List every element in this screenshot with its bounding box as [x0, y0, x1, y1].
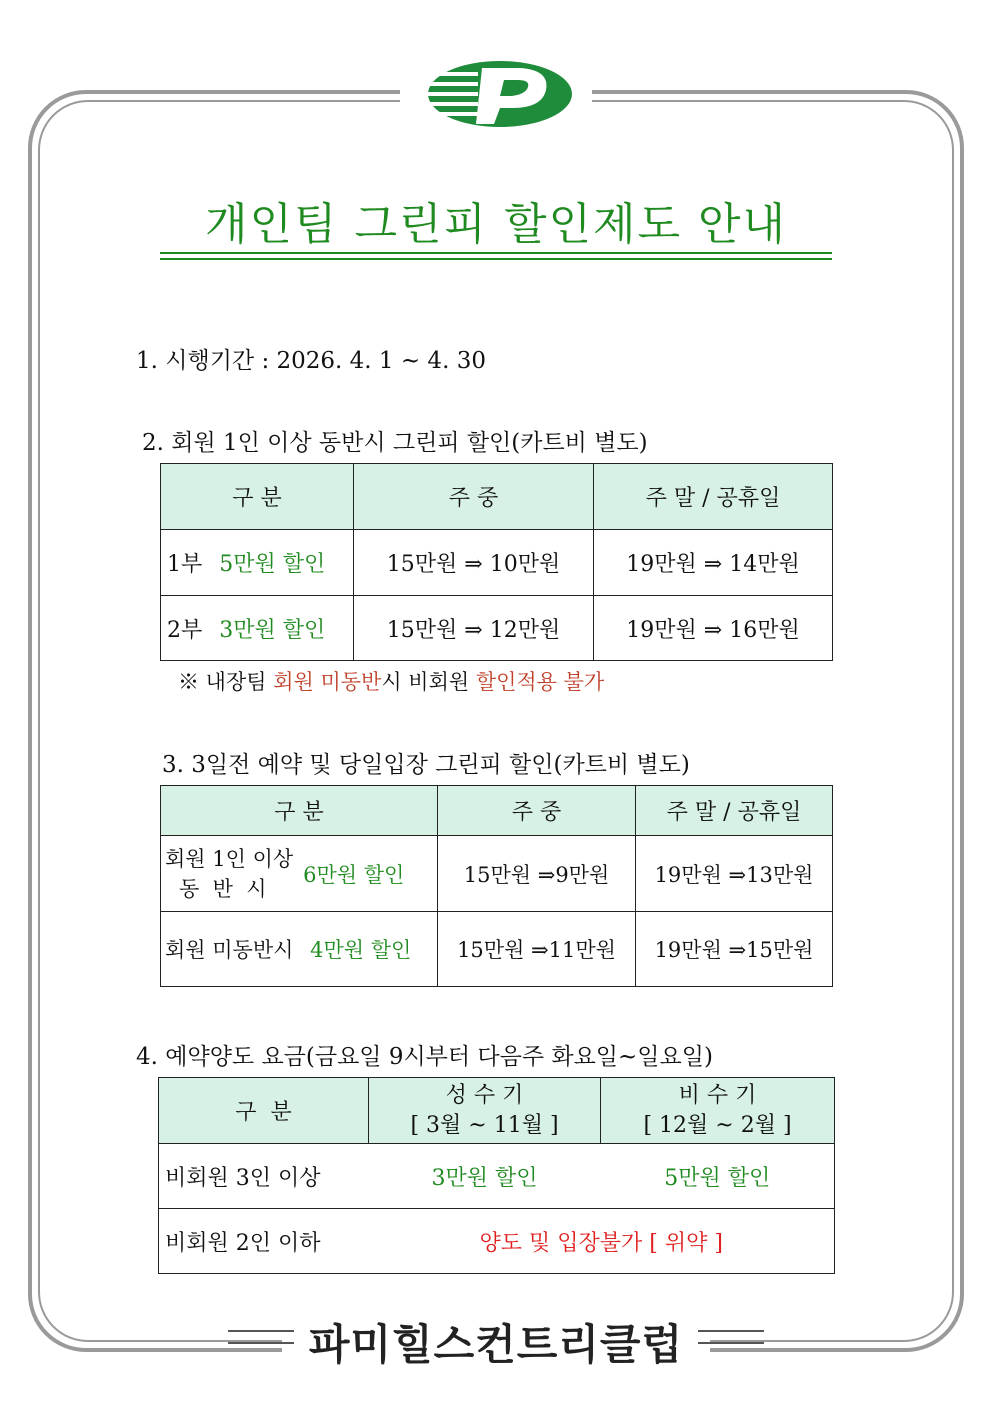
offpeak-range: [ 12월 ~ 2월 ]	[643, 1112, 792, 1138]
section2-heading: 2. 회원 1인 이상 동반시 그린피 할인(카트비 별도)	[142, 430, 648, 456]
header-weekday: 주 중	[438, 786, 636, 836]
header-weekday: 주 중	[354, 464, 594, 530]
footer-divider-right	[698, 1330, 764, 1344]
part-label: 2부	[167, 617, 203, 643]
table-row	[161, 530, 833, 596]
not-allowed-notice: 양도 및 입장불가 [ 위약 ]	[369, 1209, 835, 1274]
row-label	[161, 530, 354, 596]
row-label	[161, 836, 438, 912]
section3-table	[160, 785, 833, 987]
table-row	[161, 836, 833, 912]
row-label: 비회원 2인 이하	[159, 1209, 369, 1274]
table-header-row	[161, 786, 833, 836]
header-category: 구 분	[161, 786, 438, 836]
section4-table	[158, 1077, 835, 1274]
title-underline	[160, 252, 832, 260]
section1-heading: 1. 시행기간 : 2026. 4. 1 ~ 4. 30	[136, 348, 486, 374]
weekend-price: 19만원 ⇒15만원	[636, 912, 833, 987]
peak-discount: 3만원 할인	[369, 1144, 601, 1209]
table-header-row	[159, 1078, 835, 1144]
header-weekend: 주 말 / 공휴일	[636, 786, 833, 836]
note-middle: 시 비회원	[381, 670, 476, 694]
row-label	[161, 912, 438, 987]
label-line-2: 동 반 시	[179, 876, 267, 901]
header-category: 구 분	[161, 464, 354, 530]
row-label: 비회원 3인 이상	[159, 1144, 369, 1209]
weekday-price: 15만원 ⇒9만원	[438, 836, 636, 912]
row-label	[161, 596, 354, 661]
part-label: 1부	[167, 552, 203, 577]
discount-value: 4만원 할인	[310, 938, 412, 962]
offpeak-discount: 5만원 할인	[601, 1144, 835, 1209]
table-header-row	[161, 464, 833, 530]
table-row	[159, 1209, 835, 1274]
section2-table	[160, 463, 833, 661]
table-row	[159, 1144, 835, 1209]
page-title: 개인팀 그린피 할인제도 안내	[204, 199, 787, 250]
section3-heading: 3. 3일전 예약 및 당일입장 그린피 할인(카트비 별도)	[162, 752, 690, 778]
footer-divider-left	[228, 1330, 294, 1344]
section2-note	[178, 666, 604, 696]
golf-club-p-logo-icon	[420, 58, 580, 130]
header-offpeak	[601, 1078, 835, 1144]
weekday-price: 15만원 ⇒ 10만원	[354, 530, 594, 596]
peak-title: 성 수 기	[445, 1082, 524, 1108]
weekday-price: 15만원 ⇒11만원	[438, 912, 636, 987]
weekend-price: 19만원 ⇒ 14만원	[594, 530, 833, 596]
note-highlight-2: 할인적용 불가	[475, 670, 605, 694]
note-prefix: ※ 내장팀	[178, 670, 274, 694]
table-row	[161, 596, 833, 661]
label-line-1: 회원 1인 이상	[165, 846, 294, 871]
label: 회원 미동반시	[165, 938, 294, 962]
discount-value: 3만원 할인	[219, 617, 326, 643]
weekday-price: 15만원 ⇒ 12만원	[354, 596, 594, 661]
discount-value: 5만원 할인	[219, 552, 326, 577]
weekend-price: 19만원 ⇒ 16만원	[594, 596, 833, 661]
header-peak	[369, 1078, 601, 1144]
offpeak-title: 비 수 기	[678, 1082, 757, 1108]
header-weekend: 주 말 / 공휴일	[594, 464, 833, 530]
note-highlight-1: 회원 미동반	[273, 670, 382, 694]
discount-value: 6만원 할인	[303, 862, 405, 887]
peak-range: [ 3월 ~ 11월 ]	[410, 1112, 559, 1138]
weekend-price: 19만원 ⇒13만원	[636, 836, 833, 912]
section4-heading: 4. 예약양도 요금(금요일 9시부터 다음주 화요일~일요일)	[136, 1044, 713, 1070]
table-row	[161, 912, 833, 987]
header-category: 구 분	[159, 1078, 369, 1144]
club-name: 파미힐스컨트리클럽	[308, 1320, 684, 1369]
